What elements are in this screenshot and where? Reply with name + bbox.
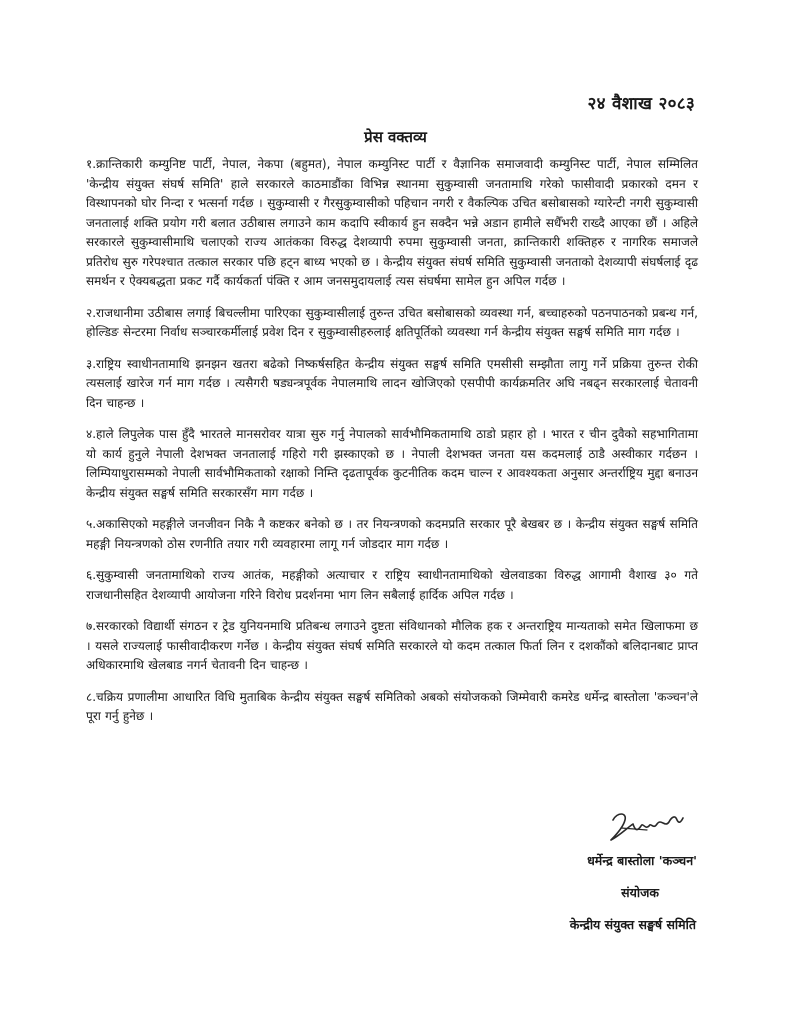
paragraph-6: ६.सुकुम्वासी जनतामाथिको राज्य आतंक, महङ्गीको अत्याचार र राष्ट्रिय स्वाधीनतामाथिको खेलवाडका विरुद्ध आगामी वैशाख ३० गते राजधानीसहित देशव्यापी आयोजना गरिने विरोध प्रदर्शनमा भाग लिन सबैलाई हार्दिक अपिल गर्दछ । <box>86 568 698 602</box>
signatory-name: धर्मेन्द्र बास्तोला 'कञ्चन' <box>587 853 697 868</box>
paragraph-3: ३.राष्ट्रिय स्वाधीनतामाथि झनझन खतरा बढेको निष्कर्षसहित केन्द्रीय संयुक्त सङ्घर्ष समिति एमसीसी सम्झौता लागु गर्ने प्रक्रिया तुरुन्त रोकी त्यसलाई खारेज गर्न माग गर्दछ । त्यसैगरी षड्यन्त्रपूर्वक नेपालमाथि लादन खोजिएको एसपीपी कार्यक्रमतिर अघि नबढ्न सरकारलाई चेतावनी दिन चाहन्छ । <box>86 356 698 410</box>
paragraph-1: १.क्रान्तिकारी कम्युनिष्ट पार्टी, नेपाल, नेकपा (बहुमत), नेपाल कम्युनिस्ट पार्टी र वैज्ञानिक समाजवादी कम्युनिस्ट पार्टी, नेपाल सम्मिलित 'केन्द्रीय संयुक्त संघर्ष समिति' हाले सरकारले काठमाडौंका विभिन्न स्थानमा सुकुम्वासी जनतामाथि गरेको फासीवादी प्रकारको दमन र विस्थापनको घोर निन्दा र भत्सर्ना गर्दछ । सुकुम्वासी र गैरसुकुम्वासीको पहिचान नगरी र वैकल्पिक उचित बसोबासको ग्यारेन्टी नगरी सुकुम्वासी जनतालाई शक्ति प्रयोग गरी बलात उठीबास लगाउने काम कदापि स्वीकार्य हुन सक्दैन भन्ने अडान हामीले सधैँभरी राख्दै आएका छौं । अहिले सरकारले सुकुम्वासीमाथि चलाएको राज्य आतंकका विरुद्ध देशव्यापी रुपमा सुकुम्वासी जनता, क्रान्तिकारी शक्तिहरु र नागरिक समाजले प्रतिरोध सुरु गरेपश्चात तत्काल सरकार पछि हट्न बाध्य भएको छ । केन्द्रीय संयुक्त संघर्ष समिति सुकुम्वासी जनताको देशव्यापी संघर्षलाई दृढ समर्थन र ऐक्यबद्धता प्रकट गर्दै कार्यकर्ता पंक्ति र आम जनसमुदायलाई त्यस संघर्षमा सामेल हुन अपिल गर्दछ । <box>86 157 698 288</box>
paragraph-7: ७.सरकारको विद्यार्थी संगठन र ट्रेड युनियनमाथि प्रतिबन्ध लगाउने दुष्टता संविधानको मौलिक हक र अन्तराष्ट्रिय मान्यताको समेत खिलाफमा छ । यसले राज्यलाई फासीवादीकरण गर्नेछ । केन्द्रीय संयुक्त संघर्ष समिति सरकारले यो कदम तत्काल फिर्ता लिन र दशकौंको बलिदानबाट प्राप्त अधिकारमाथि खेलबाड नगर्न चेतावनी दिन चाहन्छ । <box>86 619 698 672</box>
paragraph-4: ४.हाले लिपुलेक पास हुँदै भारतले मानसरोवर यात्रा सुरु गर्नु नेपालको सार्वभौमिकतामाथि ठाडो प्रहार हो । भारत र चीन दुवैको सहभागितामा यो कार्य हुनुले नेपाली देशभक्त जनतालाई गहिरो गरी झस्काएको छ । नेपाली देशभक्त जनता यस कदमलाई ठाडै अस्वीकार गर्दछन । लिम्पियाधुरासम्मको नेपाली सार्वभौमिकताको रक्षाको निम्ति दृढतापूर्वक कुटनीतिक कदम चाल्न र आवश्यकता अनुसार अन्तर्राष्ट्रिय मुद्दा बनाउन केन्द्रीय संयुक्त सङ्घर्ष समिति सरकारसँग माग गर्दछ । <box>86 427 698 500</box>
statement-date: २४ वैशाख २०८३ <box>587 94 695 114</box>
statement-body <box>86 155 698 739</box>
paragraph-5: ५.अकासिएको महङ्गीले जनजीवन निकै नै कष्टकर बनेको छ । तर नियन्त्रणको कदमप्रति सरकार पूरै बेखबर छ । केन्द्रीय संयुक्त सङ्घर्ष समिति महङ्गी नियन्त्रणको ठोस रणनीति तयार गरी व्यवहारमा लागू गर्न जोडदार माग गर्दछ । <box>86 517 698 551</box>
statement-title: प्रेस वक्तव्य <box>364 128 427 146</box>
signatory-organization: केन्द्रीय संयुक्त सङ्घर्ष समिति <box>569 917 696 932</box>
paragraph-8: ८.चक्रिय प्रणालीमा आधारित विधि मुताबिक केन्द्रीय संयुक्त सङ्घर्ष समितिको अबको संयोजकको जिम्मेवारी कमरेड धर्मेन्द्र बास्तोला 'कञ्चन'ले पूरा गर्नु हुनेछ । <box>86 689 698 723</box>
paragraph-2: २.राजधानीमा उठीबास लगाई बिचल्लीमा पारिएका सुकुम्वासीलाई तुरुन्त उचित बसोबासको व्यवस्था गर्न, बच्चाहरुको पठनपाठनको प्रबन्ध गर्न, होल्डिङ सेन्टरमा निर्वाध सञ्चारकर्मीलाई प्रवेश दिन र सुकुम्वासीहरुलाई क्षतिपूर्तिको व्यवस्था गर्न केन्द्रीय संयुक्त सङ्घर्ष समिति माग गर्दछ । <box>86 305 698 339</box>
handwritten-signature <box>607 806 687 846</box>
signatory-role: संयोजक <box>621 885 659 900</box>
